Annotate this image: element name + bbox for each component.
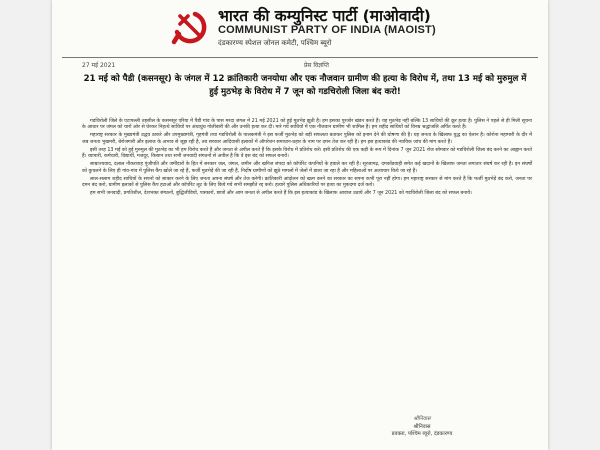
body-paragraph: साम्राज्यवाद, दलाल नौकरशाह पूंजीपति और जमींदारों के हित में सरकार जल, जंगल, जमीन और खनिज संपदा को कॉर्पोरेट कंपनियों के हवाले कर रही है। सूरजागढ़, दमकोंडवाही समेत कई खदानों के खिलाफ जनता लगातार संघर्ष कर रही है। इन संघर्षों को कुचलने के लिए ही गांव-गांव में पुलिस कैंप खोले जा रहे हैं, फर्जी मुठभेड़ें की जा रही हैं, निर्दोष ग्रामीणों को झूठे मामलों में जेलों में डाला जा रहा है और महिलाओं पर अत्याचार किये जा रहे हैं।	[82, 161, 532, 174]
headline: 21 मई को पैडी (कसनसूर) के जंगल में 12 क्रांतिकारी जनयोधा और एक नौजवान ग्रामीण की हत्या के विरोध में, तथा 13 मई को मुरुमुल में हुई मुठभेड़ के विरोध में 7 जून को गडचिरोली जिला बंद करो!	[83, 74, 527, 97]
party-name-hindi: भारत की कम्युनिस्ट पार्टी (माओवादी)	[218, 7, 431, 25]
release-meta	[52, 61, 548, 71]
signature-mark: श्रीनिवास	[413, 416, 431, 423]
party-name-english: COMMUNIST PARTY OF INDIA (MAOIST)	[218, 24, 436, 36]
body-paragraph: लाल-सलाम शहीद साथियों के सपनों को साकार करने के लिए जनता अपना संघर्ष और तेज करेगी। क्रांतिकारी आंदोलन को खत्म करने का सरकार का सपना कभी पूरा नहीं होगा। हम महाराष्ट्र सरकार से मांग करते हैं कि फर्जी मुठभेड़ें बंद करो, जनता पर दमन बंद करो, ग्रामीण इलाकों से पुलिस कैंप हटाओ और कॉर्पोरेट लूट के लिए किये गये सभी समझौते रद्द करो। हत्यारे पुलिस अधिकारियों पर हत्या का मुकदमा दर्ज करो।	[82, 175, 532, 188]
signature-block	[342, 416, 502, 438]
body-paragraph: हम सभी जनवादी, प्रगतिशील, देशभक्त संगठनों, बुद्धिजीवियों, पत्रकारों, छात्रों और आम जनता से अपील करते हैं कि इस हत्याकांड के खिलाफ आवाज उठायें और 7 जून 2021 को गडचिरोली जिला बंद को सफल बनायें।	[90, 190, 472, 197]
letterhead	[52, 0, 548, 54]
press-release-page	[52, 0, 548, 450]
hammer-sickle-icon	[170, 8, 210, 48]
committee-name: दंडकारण्य स्पेशल जोनल कमेटी, पश्चिम ब्यूरो	[218, 39, 332, 47]
signatory-name: श्रीनिवास	[413, 424, 431, 431]
signatory-designation: प्रवक्ता, पश्चिम ब्यूरो, दंडकारण्य	[391, 431, 453, 438]
header-divider	[62, 57, 538, 58]
press-release-label: प्रेस विज्ञप्ति	[304, 62, 329, 69]
hammer-sickle-graphic	[170, 8, 210, 48]
release-date: 27 मई 2021	[82, 62, 116, 69]
body-paragraph: महाराष्ट्र सरकार के मुख्यमंत्री उद्धव ठाकरे और उपमुख्यमंत्री, गृहमंत्री तथा गडचिरोली के पालकमंत्री ने इस फर्जी मुठभेड़ को बड़ी सफलता बताकर पुलिस को इनाम देने की घोषणा की है। यह जनता के खिलाफ युद्ध का ऐलान है। कोरोना महामारी के दौर में जब जनता भुखमरी, बेरोजगारी और इलाज के अभाव से जूझ रही है, तब सरकार आदिवासी इलाकों में ऑपरेशन समाधान-प्रहार के नाम पर दमन तेज कर रही है। हम इस हत्याकांड की न्यायिक जांच की मांग करते हैं।	[82, 132, 532, 145]
release-body	[82, 118, 532, 199]
body-paragraph: गडचिरोली जिले के एटापल्ली तहसील के कसनसूर एरिया में पैडी गांव के पास मरदा जंगल में 21 मई 2021 को हुई मुठभेड़ झूठी है। हम इसका पुरजोर खंडन करते हैं। यह मुठभेड़ नहीं बल्कि 13 साथियों की क्रूर हत्या है। पुलिस ने पहले से ही मिली सूचना के आधार पर जंगल को चारों ओर से घेरकर निहत्थे साथियों पर अंधाधुंध गोलीबारी की और उनकी हत्या कर दी। मारे गये साथियों में एक नौजवान ग्रामीण भी शामिल है। हम शहीद साथियों को विनम्र श्रद्धांजलि अर्पित करते हैं।	[82, 118, 532, 131]
body-paragraph: इसी तरह 13 मई को हुई मुरुमुल की मुठभेड़ का भी हम विरोध करते हैं और जनता से अपील करते हैं कि इसके विरोध में प्रतिरोध करें। इसी प्रतिरोध की एक कड़ी के रूप में दिनांक 7 जून 2021 रोज सोमवार को गडचिरोली जिला बंद करने का आह्वान करते हैं। व्यापारी, कर्मचारी, विद्यार्थी, मजदूर, किसान तथा सभी जनवादी संगठनों से अपील है कि वे इस बंद को सफल बनायें।	[82, 146, 532, 160]
